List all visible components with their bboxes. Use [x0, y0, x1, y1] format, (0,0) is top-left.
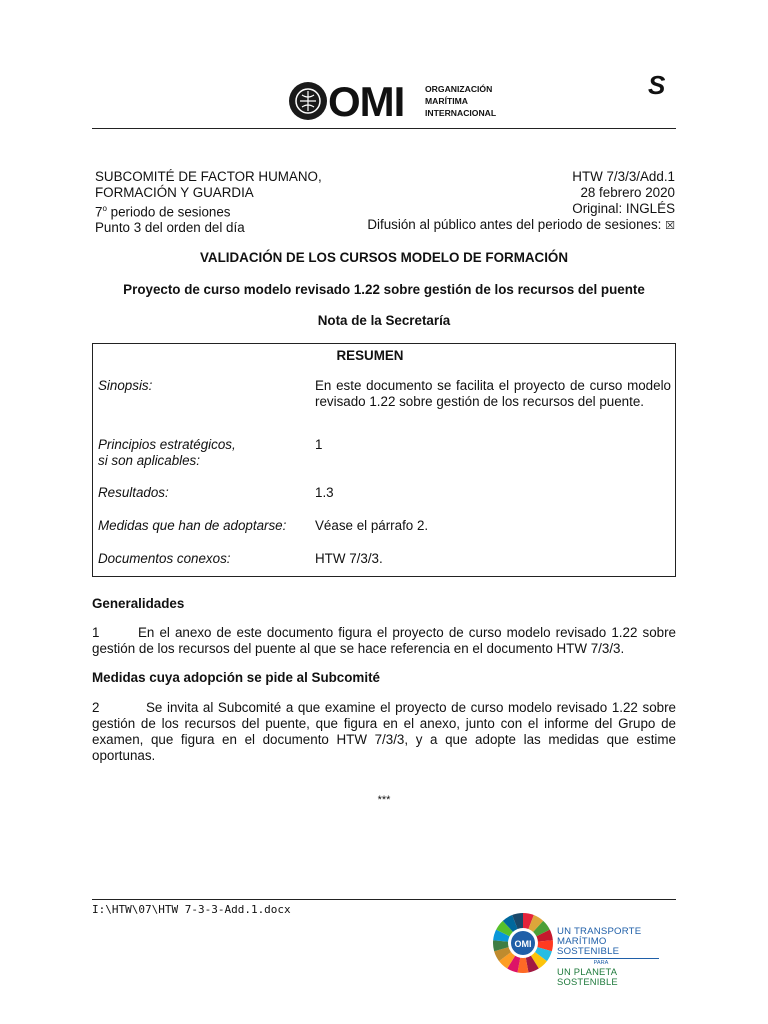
- section-heading-general: Generalidades: [92, 596, 185, 611]
- summary-value-synopsis: En este documento se facilita el proyecto de curso modelo revisado 1.22 sobre gestión de los recursos del puente.: [315, 378, 671, 409]
- summary-label-principles-line2: si son aplicables:: [98, 453, 200, 468]
- summary-label-related-docs: Documentos conexos:: [98, 551, 231, 566]
- session-number: 7: [95, 204, 103, 220]
- slogan-divider: [557, 958, 659, 959]
- slogan-line-4: UN PLANETA SOSTENIBLE: [557, 966, 618, 987]
- slogan-line-3: PARA: [593, 960, 609, 966]
- committee-line-1: SUBCOMITÉ DE FACTOR HUMANO,: [95, 169, 322, 184]
- paragraph-1-text: En el anexo de este documento figura el proyecto de curso modelo revisado 1.22 sobre gestión de los recursos del puente al que se hace referencia en el documento HTW 7/3/3.: [92, 625, 676, 656]
- summary-label-principles: [98, 437, 308, 469]
- org-name-line-1: ORGANIZACIÓN: [425, 84, 493, 94]
- slogan-line-2: MARÍTIMO SOSTENIBLE: [557, 936, 620, 957]
- distribution-text: Difusión al público antes del periodo de sesiones:: [367, 217, 662, 232]
- page-title: VALIDACIÓN DE LOS CURSOS MODELO DE FORMACIÓN: [200, 250, 568, 265]
- agenda-item: Punto 3 del orden del día: [95, 220, 245, 236]
- org-name-line-2: MARÍTIMA: [425, 96, 468, 106]
- document-symbol: HTW 7/3/3/Add.1: [572, 169, 675, 184]
- paragraph-2-text: Se invita al Subcomité a que examine el proyecto de curso modelo revisado 1.22 sobre gestión de los recursos del puente, que figura en el anexo, junto con el informe del Grupo de examen, que figura en el documento HTW 7/3/3, y a que adopte las medidas que estime oportunas.: [92, 700, 676, 763]
- omi-logo: [287, 80, 517, 122]
- summary-value-actions: Véase el párrafo 2.: [315, 518, 429, 533]
- end-mark: ***: [377, 794, 391, 806]
- session-ordinal: o: [102, 204, 107, 213]
- paragraph-2-number: 2: [92, 700, 100, 715]
- summary-label-results: Resultados:: [98, 485, 169, 500]
- file-path: I:\HTW\07\HTW 7-3-3-Add.1.docx: [92, 903, 291, 916]
- slogan-line-1: UN TRANSPORTE: [557, 926, 642, 937]
- checkbox-checked-icon: ☒: [665, 220, 675, 232]
- committee-line-2: FORMACIÓN Y GUARDIA: [95, 185, 254, 200]
- session-text: periodo de sesiones: [106, 204, 231, 220]
- document-date: 28 febrero 2020: [580, 185, 675, 200]
- secretariat-note: Nota de la Secretaría: [317, 313, 451, 328]
- summary-heading: RESUMEN: [336, 348, 404, 363]
- summary-value-results: 1.3: [315, 485, 334, 500]
- paragraph-1-number: 1: [92, 625, 100, 640]
- distribution-line: [320, 217, 675, 234]
- summary-label-actions: Medidas que han de adoptarse:: [98, 518, 287, 533]
- paragraph-2: [92, 700, 676, 764]
- summary-value-principles: 1: [315, 437, 323, 452]
- globe-emblem-icon: [289, 82, 327, 120]
- section-heading-measures: Medidas cuya adopción se pide al Subcomité: [92, 670, 380, 685]
- summary-value-related-docs: HTW 7/3/3.: [315, 551, 383, 566]
- logo-letters: OMI: [328, 80, 405, 122]
- sdg-wheel-icon: [492, 912, 554, 974]
- summary-label-principles-line1: Principios estratégicos,: [98, 437, 236, 452]
- badge-text: OMI: [514, 939, 532, 949]
- footer-divider: [92, 899, 676, 900]
- org-name-line-3: INTERNACIONAL: [425, 108, 497, 118]
- language-code: S: [648, 70, 666, 100]
- header-divider: [92, 128, 676, 129]
- summary-label-synopsis: Sinopsis:: [98, 378, 153, 393]
- document-info: [320, 169, 675, 234]
- sustainability-slogan: [557, 927, 667, 987]
- page-subtitle: Proyecto de curso modelo revisado 1.22 sobre gestión de los recursos del puente: [123, 282, 645, 297]
- original-language: Original: INGLÉS: [572, 201, 675, 216]
- paragraph-1: [92, 625, 676, 657]
